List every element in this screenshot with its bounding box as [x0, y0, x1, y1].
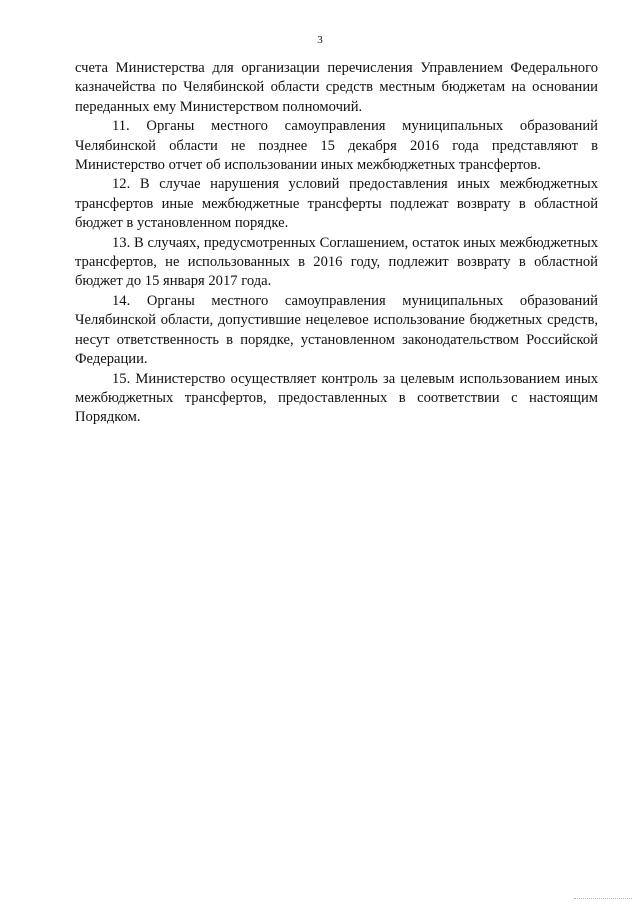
paragraph-11: 11. Органы местного самоуправления муниципальных образований Челябинской области не позднее 15 декабря 2016 года представляют в Министерство отчет об использовании иных межбюджетных трансфертов.	[75, 118, 598, 174]
paragraph-13: 13. В случаях, предусмотренных Соглашением, остаток иных межбюджетных трансфертов, не использованных в 2016 году, подлежит возврату в областной бюджет до 15 января 2017 года.	[75, 234, 598, 290]
paragraph-continuation: счета Министерства для организации перечисления Управлением Федерального казначейства по Челябинской области средств местным бюджетам на основании переданных ему Министерством полномочий.	[75, 60, 598, 115]
document-body	[75, 59, 598, 428]
paragraph-12: 12. В случае нарушения условий предоставления иных межбюджетных трансфертов иные межбюджетные трансферты подлежат возврату в областной бюджет в установленном порядке.	[75, 176, 598, 232]
paragraph-15: 15. Министерство осуществляет контроль за целевым использованием иных межбюджетных трансфертов, предоставленных в соответствии с настоящим Порядком.	[75, 370, 598, 426]
paragraph-14: 14. Органы местного самоуправления муниципальных образований Челябинской области, допустившие нецелевое использование бюджетных средств, несут ответственность в порядке, установленном законодательством Российской Федерации.	[75, 292, 598, 368]
scan-artifact-mark	[574, 898, 632, 901]
page-number: 3	[317, 34, 323, 46]
